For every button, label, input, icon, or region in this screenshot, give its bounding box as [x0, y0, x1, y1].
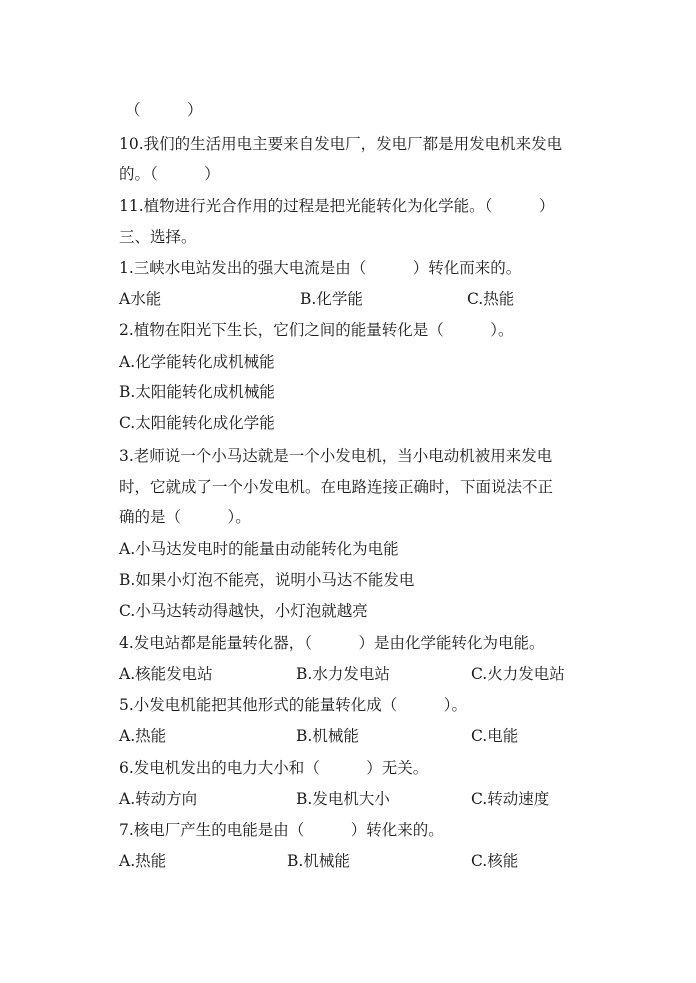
choice-q7-option-b: B.机械能: [287, 852, 350, 870]
choice-q1-option-b: B.化学能: [300, 290, 363, 308]
choice-q6-option-c: C.转动速度: [471, 790, 550, 808]
choice-q1-text: 1.三峡水电站发出的强大电流是由（ ）转化而来的。: [119, 259, 522, 277]
choice-q3-text-line1: 3.老师说一个小马达就是一个小发电机，当小电动机被用来发电: [119, 447, 553, 465]
q9-answer-blank: （ ）: [125, 101, 203, 119]
choice-q3-text-line3: 确的是（ ）。: [119, 508, 251, 526]
q10-text-line1: 10.我们的生活用电主要来自发电厂，发电厂都是用发电机来发电: [119, 135, 563, 153]
choice-q6-option-a: A.转动方向: [119, 790, 198, 808]
choice-q1-option-c: C.热能: [467, 290, 515, 308]
choice-q4-text: 4.发电站都是能量转化器，（ ）是由化学能转化为电能。: [119, 634, 545, 652]
choice-q3-option-a: A.小马达发电时的能量由动能转化为电能: [119, 540, 399, 558]
q10-text-line2: 的。（ ）: [119, 165, 220, 183]
choice-q5-option-c: C.电能: [471, 727, 519, 745]
choice-q3-option-c: C.小马达转动得越快，小灯泡就越亮: [119, 602, 368, 620]
choice-q2-option-a: A.化学能转化成机械能: [119, 353, 275, 371]
choice-q4-option-c: C.火力发电站: [471, 665, 565, 683]
q11-text: 11.植物进行光合作用的过程是把光能转化为化学能。（ ）: [119, 197, 555, 215]
choice-q5-option-b: B.机械能: [296, 727, 359, 745]
choice-q4-option-b: B.水力发电站: [296, 665, 390, 683]
choice-q3-text-line2: 时，它就成了一个小发电机。在电路连接正确时，下面说法不正: [119, 478, 554, 496]
choice-q3-option-b: B.如果小灯泡不能亮，说明小马达不能发电: [119, 571, 415, 589]
choice-q7-option-c: C.核能: [471, 852, 519, 870]
section-heading-choice: 三、选择。: [119, 228, 197, 246]
choice-q5-option-a: A.热能: [119, 727, 167, 745]
choice-q6-option-b: B.发电机大小: [296, 790, 390, 808]
choice-q7-option-a: A.热能: [119, 852, 167, 870]
choice-q5-text: 5.小发电机能把其他形式的能量转化成（ ）。: [119, 696, 468, 714]
choice-q4-option-a: A.核能发电站: [119, 665, 213, 683]
choice-q7-text: 7.核电厂产生的电能是由（ ）转化来的。: [119, 821, 444, 839]
choice-q2-text: 2.植物在阳光下生长，它们之间的能量转化是（ ）。: [119, 321, 514, 339]
choice-q2-option-b: B.太阳能转化成机械能: [119, 383, 275, 401]
choice-q6-text: 6.发电机发出的电力大小和（ ）无关。: [119, 759, 429, 777]
choice-q1-option-a: A水能: [119, 290, 162, 308]
choice-q2-option-c: C.太阳能转化成化学能: [119, 414, 275, 432]
